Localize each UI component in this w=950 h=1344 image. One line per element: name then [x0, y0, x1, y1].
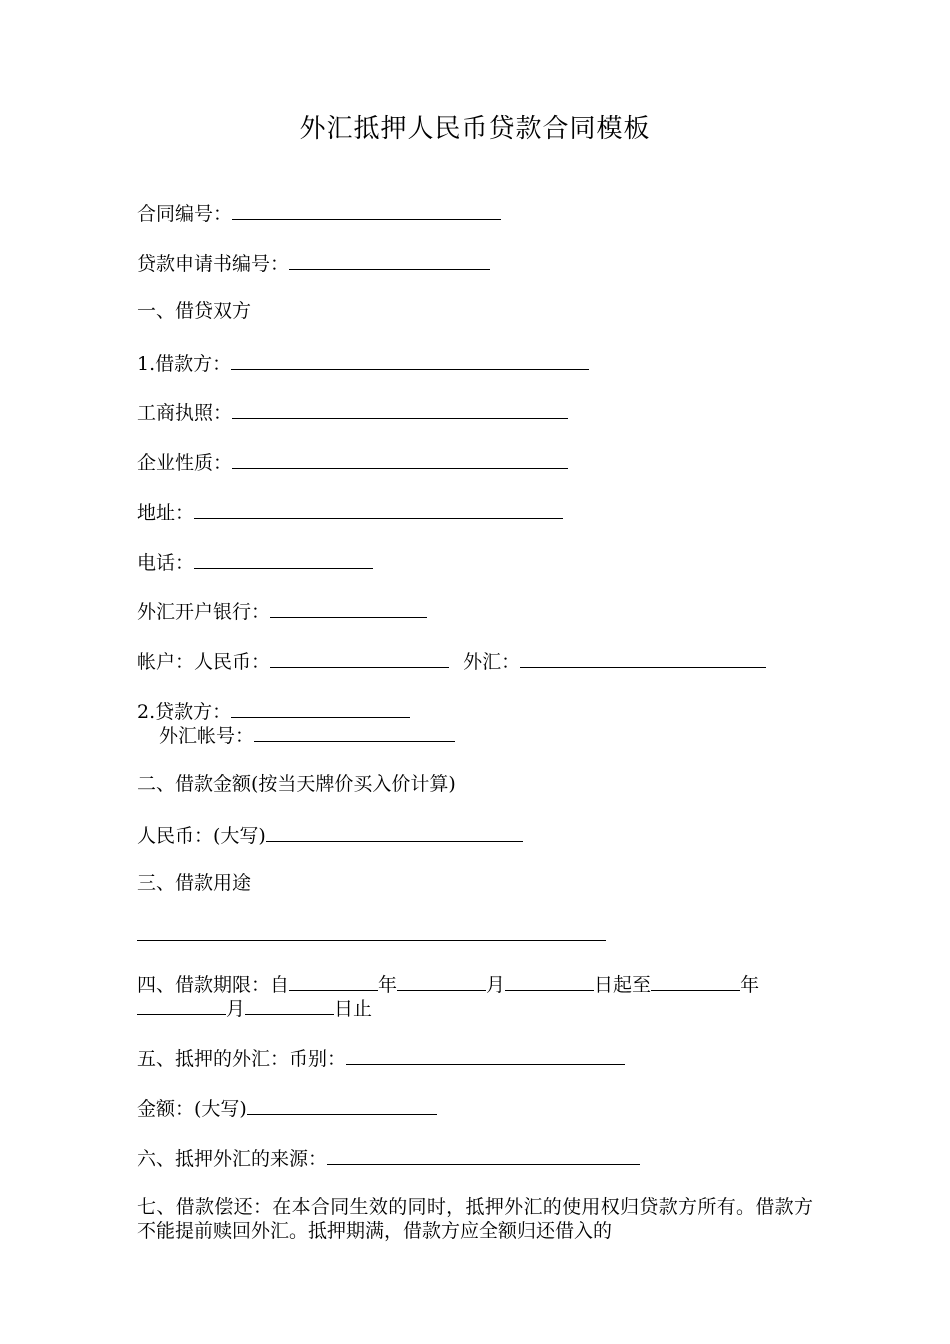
pledged-source-label: 六、抵押外汇的来源： [137, 1148, 328, 1170]
application-number-blank[interactable] [289, 250, 490, 270]
application-number-row [137, 250, 490, 276]
enterprise-type-row [137, 449, 568, 475]
loan-term-label: 四、借款期限：自 [137, 974, 290, 996]
day-end-label: 日止 [334, 998, 373, 1020]
application-number-label: 贷款申请书编号： [137, 253, 290, 275]
pledged-currency-label: 五、抵押的外汇：币别： [137, 1048, 347, 1070]
rmb-amount-label: 人民币：(大写) [137, 825, 266, 847]
start-month-blank[interactable] [397, 971, 486, 991]
loan-purpose-blank[interactable] [137, 921, 606, 941]
lender-fx-account-blank[interactable] [254, 722, 455, 742]
contract-number-label: 合同编号： [137, 203, 233, 225]
phone-row [137, 549, 373, 575]
start-year-blank[interactable] [289, 971, 378, 991]
fx-bank-blank[interactable] [270, 598, 427, 618]
account-label: 帐户：人民币： [137, 651, 271, 673]
account-fx-blank[interactable] [520, 648, 766, 668]
lender-fx-account-label: 外汇帐号： [159, 725, 255, 747]
account-fx-label: 外汇： [463, 651, 521, 673]
address-row [137, 499, 563, 525]
end-month-blank[interactable] [137, 995, 226, 1015]
enterprise-type-blank[interactable] [232, 449, 568, 469]
year-label-2: 年 [740, 974, 760, 996]
address-blank[interactable] [194, 499, 563, 519]
start-day-blank[interactable] [505, 971, 594, 991]
borrower-blank[interactable] [231, 350, 589, 370]
pledged-currency-row [137, 1045, 625, 1071]
rmb-amount-blank[interactable] [266, 822, 523, 842]
loan-term-row-2 [137, 995, 372, 1021]
phone-label: 电话： [137, 552, 195, 574]
address-label: 地址： [137, 502, 195, 524]
business-license-label: 工商执照： [137, 402, 233, 424]
rmb-amount-row [137, 822, 523, 848]
pledged-source-blank[interactable] [327, 1145, 640, 1165]
section-2-heading: 二、借款金额(按当天牌价买入价计算) [137, 773, 456, 795]
account-row [137, 648, 766, 674]
lender-row [137, 698, 410, 724]
pledged-amount-label: 金额：(大写) [137, 1098, 247, 1120]
document-title: 外汇抵押人民币贷款合同模板 [299, 114, 651, 144]
pledged-amount-row [137, 1095, 437, 1121]
year-label: 年 [378, 974, 398, 996]
borrower-row [137, 350, 589, 376]
contract-number-blank[interactable] [232, 200, 501, 220]
contract-number-row [137, 200, 501, 226]
borrower-label: 1.借款方： [137, 353, 232, 375]
phone-blank[interactable] [194, 549, 373, 569]
month-label-2: 月 [226, 998, 246, 1020]
loan-term-row [137, 971, 759, 997]
pledged-amount-blank[interactable] [247, 1095, 437, 1115]
pledged-currency-blank[interactable] [346, 1045, 625, 1065]
repayment-paragraph: 七、借款偿还：在本合同生效的同时，抵押外汇的使用权归贷款方所有。借款方不能提前赎回外汇。抵押期满，借款方应全额归还借入的 [137, 1196, 813, 1242]
section-3-heading: 三、借款用途 [137, 872, 252, 894]
business-license-blank[interactable] [232, 399, 568, 419]
fx-bank-row [137, 598, 427, 624]
section-1-heading: 一、借贷双方 [137, 300, 252, 322]
pledged-source-row [137, 1145, 640, 1171]
enterprise-type-label: 企业性质： [137, 452, 233, 474]
account-rmb-blank[interactable] [270, 648, 449, 668]
end-day-blank[interactable] [245, 995, 334, 1015]
lender-label: 2.贷款方： [137, 701, 232, 723]
month-label: 月 [486, 974, 506, 996]
lender-fx-account-row [159, 722, 455, 748]
loan-purpose-row [137, 921, 606, 947]
day-from-label: 日起至 [594, 974, 652, 996]
end-year-blank[interactable] [651, 971, 740, 991]
lender-blank[interactable] [231, 698, 410, 718]
fx-bank-label: 外汇开户银行： [137, 601, 271, 623]
business-license-row [137, 399, 568, 425]
